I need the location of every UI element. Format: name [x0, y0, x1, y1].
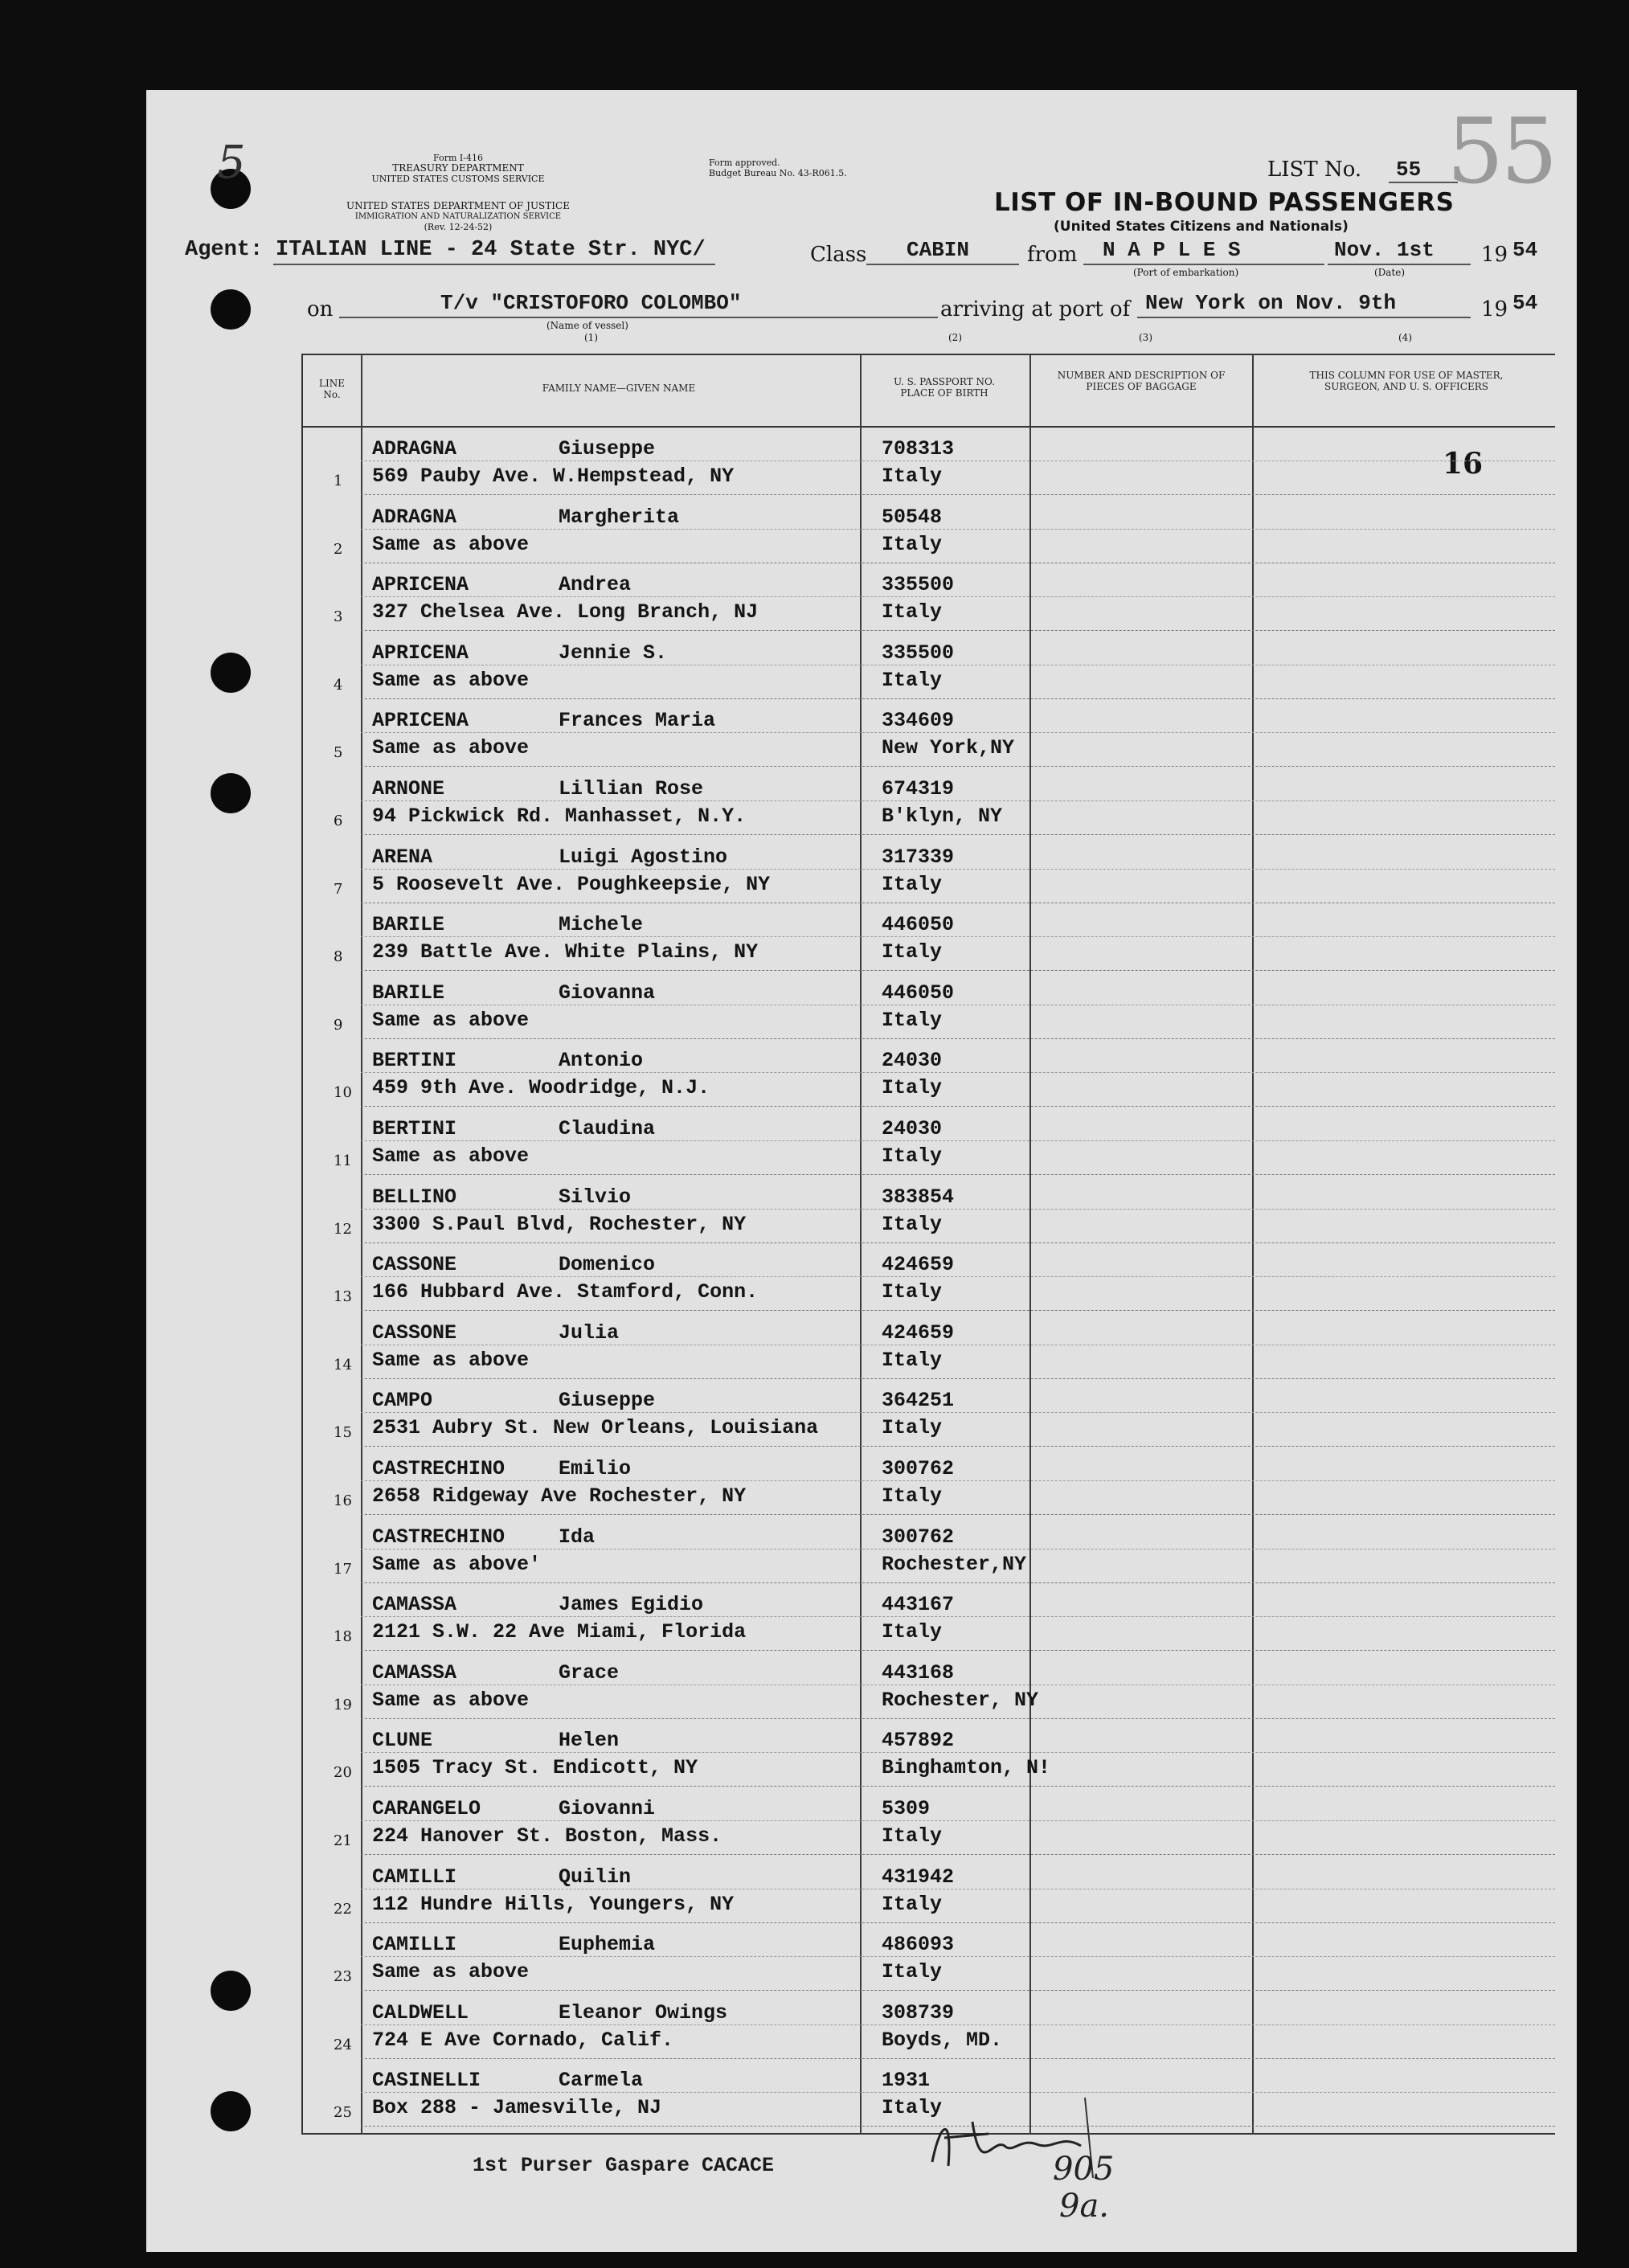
passenger-given-name: Silvio — [559, 1185, 632, 1209]
table-row — [301, 972, 1555, 1039]
passenger-given-name: Domenico — [559, 1253, 656, 1277]
form-approved: Form approved. — [709, 158, 780, 168]
line-number: 20 — [334, 1764, 352, 1782]
table-row — [301, 1923, 1555, 1991]
line-number: 14 — [334, 1356, 352, 1373]
place-of-birth: Italy — [882, 1484, 943, 1508]
passenger-address: 459 9th Ave. Woodridge, N.J. — [372, 1076, 710, 1100]
line-number: 9 — [334, 1016, 343, 1034]
passenger-given-name: Claudina — [559, 1117, 656, 1140]
line-number: 16 — [334, 1492, 352, 1509]
table-row — [301, 699, 1555, 767]
table-row — [301, 1379, 1555, 1447]
passport-number: 383854 — [882, 1185, 955, 1209]
from-label: from — [1027, 243, 1078, 267]
passenger-family-name: BARILE — [372, 913, 445, 937]
passenger-address: 2658 Ridgeway Ave Rochester, NY — [372, 1484, 747, 1508]
passport-number: 457892 — [882, 1729, 955, 1753]
passenger-address: 239 Battle Ave. White Plains, NY — [372, 940, 759, 964]
passport-number: 5309 — [882, 1797, 931, 1820]
place-of-birth: Italy — [882, 1892, 943, 1916]
passenger-given-name: Jennie S. — [559, 641, 668, 665]
passport-number: 443168 — [882, 1660, 955, 1685]
place-of-birth: Italy — [882, 2096, 943, 2120]
date-note: (Date) — [1374, 267, 1406, 278]
table-row — [301, 1719, 1555, 1787]
col-index-4: (4) — [1398, 332, 1412, 343]
row-subdivider — [361, 732, 1555, 733]
row-subdivider — [361, 1480, 1555, 1481]
table-row — [301, 1583, 1555, 1651]
class-underline — [866, 264, 1019, 265]
line-number: 17 — [334, 1560, 352, 1578]
line-number: 6 — [334, 813, 343, 829]
passport-number: 335500 — [882, 573, 955, 597]
punch-hole — [211, 2091, 251, 2131]
vessel-name: T/v "CRISTOFORO COLOMBO" — [440, 291, 742, 315]
passport-number: 424659 — [882, 1320, 955, 1345]
class-value: CABIN — [907, 238, 970, 262]
budget-bureau: Budget Bureau No. 43-R061.5. — [709, 168, 847, 178]
line-number: 3 — [334, 608, 343, 626]
line-number: 23 — [334, 1968, 352, 1986]
passport-number: 50548 — [882, 505, 943, 529]
passenger-address: Same as above — [372, 532, 530, 556]
passport-number: 431942 — [882, 1865, 955, 1889]
port-note: (Port of embarkation) — [1133, 267, 1239, 278]
passenger-family-name: ADRAGNA — [372, 505, 457, 529]
passenger-given-name: Julia — [559, 1320, 620, 1345]
passenger-given-name: Emilio — [559, 1457, 632, 1480]
table-row — [301, 428, 1555, 495]
year-prefix-2: 19 — [1481, 297, 1508, 321]
place-of-birth: Italy — [882, 1280, 943, 1304]
passenger-family-name: CASSONE — [372, 1253, 457, 1277]
passenger-family-name: CLUNE — [372, 1729, 433, 1753]
col-index-2: (2) — [948, 332, 962, 343]
row-subdivider — [361, 529, 1555, 530]
row-subdivider — [361, 1549, 1555, 1550]
passenger-given-name: Helen — [559, 1729, 620, 1753]
passenger-address: 569 Pauby Ave. W.Hempstead, NY — [372, 465, 735, 488]
punch-hole — [211, 653, 251, 693]
punch-hole — [211, 289, 251, 330]
year-prefix-1: 19 — [1481, 243, 1508, 267]
row-subdivider — [361, 936, 1555, 937]
passenger-address: 724 E Ave Cornado, Calif. — [372, 2028, 674, 2052]
passenger-address: 3300 S.Paul Blvd, Rochester, NY — [372, 1212, 747, 1236]
passenger-address: 1505 Tracy St. Endicott, NY — [372, 1756, 698, 1780]
row-subdivider — [361, 869, 1555, 870]
header-line-no: LINE No. — [319, 378, 345, 400]
arrival-underline — [1137, 317, 1471, 318]
list-number-stamp: 55 — [1447, 100, 1555, 204]
passport-number: 443167 — [882, 1593, 955, 1617]
table-row — [301, 563, 1555, 631]
vessel-note: (Name of vessel) — [546, 320, 628, 331]
place-of-birth: Italy — [882, 600, 943, 624]
passenger-family-name: BERTINI — [372, 1117, 457, 1140]
header-baggage: NUMBER AND DESCRIPTION OF PIECES OF BAGGAGE — [1057, 370, 1226, 392]
row-subdivider — [361, 1140, 1555, 1141]
place-of-birth: Binghamton, N! — [882, 1756, 1051, 1780]
passenger-address: Same as above — [372, 668, 530, 692]
table-row — [301, 768, 1555, 835]
passenger-address: 224 Hanover St. Boston, Mass. — [372, 1824, 722, 1848]
passenger-family-name: CAMILLI — [372, 1865, 457, 1889]
passport-number: 317339 — [882, 845, 955, 869]
arriving-label: arriving at port of — [940, 297, 1131, 321]
passport-number: 334609 — [882, 709, 955, 733]
row-subdivider — [361, 1616, 1555, 1617]
passenger-given-name: Michele — [559, 913, 644, 937]
passport-number: 486093 — [882, 1933, 955, 1957]
table-row — [301, 1992, 1555, 2059]
passport-number: 674319 — [882, 777, 955, 800]
page-title: LIST OF IN-BOUND PASSENGERS — [994, 188, 1455, 217]
approval-block — [709, 158, 847, 178]
line-number: 18 — [334, 1628, 352, 1646]
passenger-address: Same as above — [372, 1688, 530, 1712]
passenger-family-name: ADRAGNA — [372, 437, 457, 461]
passenger-address: Same as above' — [372, 1552, 542, 1576]
page-subtitle: (United States Citizens and Nationals) — [1054, 219, 1349, 235]
passenger-family-name: CASINELLI — [372, 2069, 481, 2093]
row-subdivider — [361, 1956, 1555, 1957]
passenger-family-name: CASTRECHINO — [372, 1457, 505, 1480]
passenger-family-name: CALDWELL — [372, 2000, 469, 2024]
class-label: Class — [810, 243, 867, 267]
place-of-birth: Italy — [882, 465, 943, 488]
passenger-address: 327 Chelsea Ave. Long Branch, NJ — [372, 600, 759, 624]
passport-number: 308739 — [882, 2000, 955, 2024]
line-number: 12 — [334, 1220, 352, 1238]
place-of-birth: Italy — [882, 1144, 943, 1168]
line-number: 5 — [334, 744, 343, 762]
table-row — [301, 1787, 1555, 1855]
passenger-given-name: Margherita — [559, 505, 680, 529]
treasury-dept: TREASURY DEPARTMENT — [392, 162, 524, 174]
row-subdivider — [361, 1820, 1555, 1821]
passenger-address: Same as above — [372, 1348, 530, 1372]
line-number: 24 — [334, 2036, 352, 2053]
passenger-given-name: Carmela — [559, 2069, 644, 2093]
passenger-address: 2531 Aubry St. New Orleans, Louisiana — [372, 1416, 819, 1440]
passenger-family-name: CARANGELO — [372, 1797, 481, 1820]
form-id-block — [354, 153, 563, 184]
line-number: 25 — [334, 2104, 352, 2122]
table-row — [301, 1856, 1555, 1923]
place-of-birth: Italy — [882, 1824, 943, 1848]
passenger-family-name: BELLINO — [372, 1185, 457, 1209]
passenger-address: 94 Pickwick Rd. Manhasset, N.Y. — [372, 804, 747, 828]
passenger-family-name: CASSONE — [372, 1320, 457, 1345]
passenger-given-name: Giuseppe — [559, 437, 656, 461]
line-number: 7 — [334, 880, 343, 898]
vessel-underline — [339, 317, 938, 318]
passenger-given-name: Giuseppe — [559, 1389, 656, 1413]
passenger-given-name: Ida — [559, 1525, 596, 1549]
place-of-birth: Italy — [882, 1960, 943, 1984]
passenger-given-name: James Egidio — [559, 1593, 704, 1617]
list-number: 55 — [1396, 158, 1422, 182]
passenger-address: 5 Roosevelt Ave. Poughkeepsie, NY — [372, 872, 771, 896]
agent-label: Agent: — [185, 238, 264, 262]
year-suffix-1: 54 — [1512, 238, 1538, 262]
place-of-birth: Rochester,NY — [882, 1552, 1027, 1576]
passport-number: 424659 — [882, 1253, 955, 1277]
port-of-embarkation: N A P L E S — [1103, 238, 1241, 262]
corner-mark: 5 — [217, 137, 246, 189]
passport-number: 300762 — [882, 1457, 955, 1480]
table-row — [301, 1652, 1555, 1719]
passenger-family-name: BARILE — [372, 980, 445, 1005]
line-number: 11 — [334, 1152, 352, 1169]
row-subdivider — [361, 1072, 1555, 1073]
passenger-given-name: Frances Maria — [559, 709, 716, 733]
passenger-family-name: ARENA — [372, 845, 433, 869]
date-underline — [1328, 264, 1471, 265]
handwritten-note-2: 9a. — [1059, 2188, 1110, 2225]
table-row — [301, 836, 1555, 903]
passenger-given-name: Euphemia — [559, 1933, 656, 1957]
ins-name: IMMIGRATION AND NATURALIZATION SERVICE — [354, 212, 562, 221]
row-subdivider — [361, 1412, 1555, 1413]
justice-block — [305, 201, 611, 232]
row-subdivider — [361, 800, 1555, 801]
place-of-birth: Italy — [882, 1076, 943, 1100]
passport-number: 364251 — [882, 1389, 955, 1413]
agent-underline — [273, 264, 715, 265]
line-number: 15 — [334, 1424, 352, 1442]
place-of-birth: Italy — [882, 940, 943, 964]
place-of-birth: Italy — [882, 1348, 943, 1372]
passport-number: 24030 — [882, 1049, 943, 1073]
passenger-address: Same as above — [372, 1008, 530, 1032]
passenger-family-name: CAMASSA — [372, 1660, 457, 1685]
row-subdivider — [361, 2024, 1555, 2025]
table-row — [301, 1312, 1555, 1379]
passport-number: 446050 — [882, 913, 955, 937]
passenger-family-name: CAMPO — [372, 1389, 433, 1413]
table-row — [301, 632, 1555, 699]
passenger-given-name: Andrea — [559, 573, 632, 597]
line-number: 21 — [334, 1832, 352, 1849]
port-underline — [1083, 264, 1324, 265]
passenger-family-name: CAMILLI — [372, 1933, 457, 1957]
table-row — [301, 1107, 1555, 1175]
col-index-3: (3) — [1139, 332, 1152, 343]
table-row — [301, 903, 1555, 971]
passenger-family-name: APRICENA — [372, 641, 469, 665]
line-number: 2 — [334, 540, 343, 558]
place-of-birth: Italy — [882, 1008, 943, 1032]
place-of-birth: New York,NY — [882, 736, 1015, 760]
line-number: 1 — [334, 473, 343, 489]
place-of-birth: Italy — [882, 532, 943, 556]
passenger-address: Same as above — [372, 736, 530, 760]
place-of-birth: Italy — [882, 872, 943, 896]
passport-number: 708313 — [882, 437, 955, 461]
on-label: on — [307, 297, 334, 321]
passenger-given-name: Quilin — [559, 1865, 632, 1889]
passenger-address: Same as above — [372, 1960, 530, 1984]
passenger-address: Box 288 - Jamesville, NJ — [372, 2096, 662, 2120]
passenger-family-name: APRICENA — [372, 709, 469, 733]
passport-number: 335500 — [882, 641, 955, 665]
form-number: Form I-416 — [433, 153, 483, 163]
passenger-given-name: Grace — [559, 1660, 620, 1685]
place-of-birth: Italy — [882, 1416, 943, 1440]
customs-service: UNITED STATES CUSTOMS SERVICE — [371, 174, 545, 184]
passenger-given-name: Giovanna — [559, 980, 656, 1005]
passenger-family-name: BERTINI — [372, 1049, 457, 1073]
line-number: 8 — [334, 948, 343, 966]
purser-signature-line: 1st Purser Gaspare CACACE — [473, 2154, 775, 2177]
table-row — [301, 1516, 1555, 1583]
passport-number: 24030 — [882, 1117, 943, 1140]
table-row — [301, 496, 1555, 563]
passenger-given-name: Antonio — [559, 1049, 644, 1073]
passenger-family-name: CAMASSA — [372, 1593, 457, 1617]
year-suffix-2: 54 — [1512, 291, 1538, 315]
passenger-family-name: CASTRECHINO — [372, 1525, 505, 1549]
place-of-birth: Italy — [882, 668, 943, 692]
place-of-birth: B'klyn, NY — [882, 804, 1003, 828]
place-of-birth: Boyds, MD. — [882, 2028, 1003, 2052]
place-of-birth: Rochester, NY — [882, 1688, 1039, 1712]
passport-number: 300762 — [882, 1525, 955, 1549]
justice-dept: UNITED STATES DEPARTMENT OF JUSTICE — [346, 200, 570, 211]
punch-hole — [211, 773, 251, 813]
line-number: 22 — [334, 1900, 352, 1918]
table-row — [301, 1243, 1555, 1311]
passenger-given-name: Eleanor Owings — [559, 2000, 728, 2024]
passenger-address: 112 Hundre Hills, Youngers, NY — [372, 1892, 735, 1916]
passenger-family-name: APRICENA — [372, 573, 469, 597]
passenger-family-name: ARNONE — [372, 777, 445, 800]
header-name: FAMILY NAME—GIVEN NAME — [542, 383, 696, 394]
list-number-label: LIST No. — [1267, 158, 1362, 182]
agent-value: ITALIAN LINE - 24 State Str. NYC/ — [276, 238, 706, 262]
line-number: 13 — [334, 1288, 352, 1306]
passenger-given-name: Giovanni — [559, 1797, 656, 1820]
arrival-port: New York on Nov. 9th — [1145, 291, 1397, 315]
punch-hole — [211, 1971, 251, 2011]
line-number: 19 — [334, 1696, 352, 1713]
header-officers: THIS COLUMN FOR USE OF MASTER, SURGEON, AND U. S. OFFICERS — [1309, 370, 1504, 392]
table-row — [301, 1039, 1555, 1107]
form-revision: (Rev. 12-24-52) — [424, 222, 493, 232]
row-subdivider — [361, 596, 1555, 597]
line-number: 4 — [334, 676, 343, 694]
row-subdivider — [361, 1209, 1555, 1210]
passenger-address: Same as above — [372, 1144, 530, 1168]
place-of-birth: Italy — [882, 1212, 943, 1236]
table-row — [301, 1447, 1555, 1515]
line-number: 10 — [334, 1084, 352, 1102]
handwritten-note-1: 905 — [1053, 2151, 1115, 2188]
passenger-address: 166 Hubbard Ave. Stamford, Conn. — [372, 1280, 759, 1304]
departure-date: Nov. 1st — [1334, 238, 1435, 262]
vessel-col: (1) — [584, 332, 598, 343]
place-of-birth: Italy — [882, 1620, 943, 1644]
passenger-address: 2121 S.W. 22 Ave Miami, Florida — [372, 1620, 747, 1644]
row-subdivider — [361, 1752, 1555, 1753]
header-passport: U. S. PASSPORT NO. PLACE OF BIRTH — [894, 376, 995, 399]
passenger-given-name: Lillian Rose — [559, 777, 704, 800]
passenger-given-name: Luigi Agostino — [559, 845, 728, 869]
passport-number: 446050 — [882, 980, 955, 1005]
row-subdivider — [361, 1276, 1555, 1277]
table-row — [301, 1176, 1555, 1243]
passport-number: 1931 — [882, 2069, 931, 2093]
officer-note: 16 — [1443, 447, 1484, 481]
